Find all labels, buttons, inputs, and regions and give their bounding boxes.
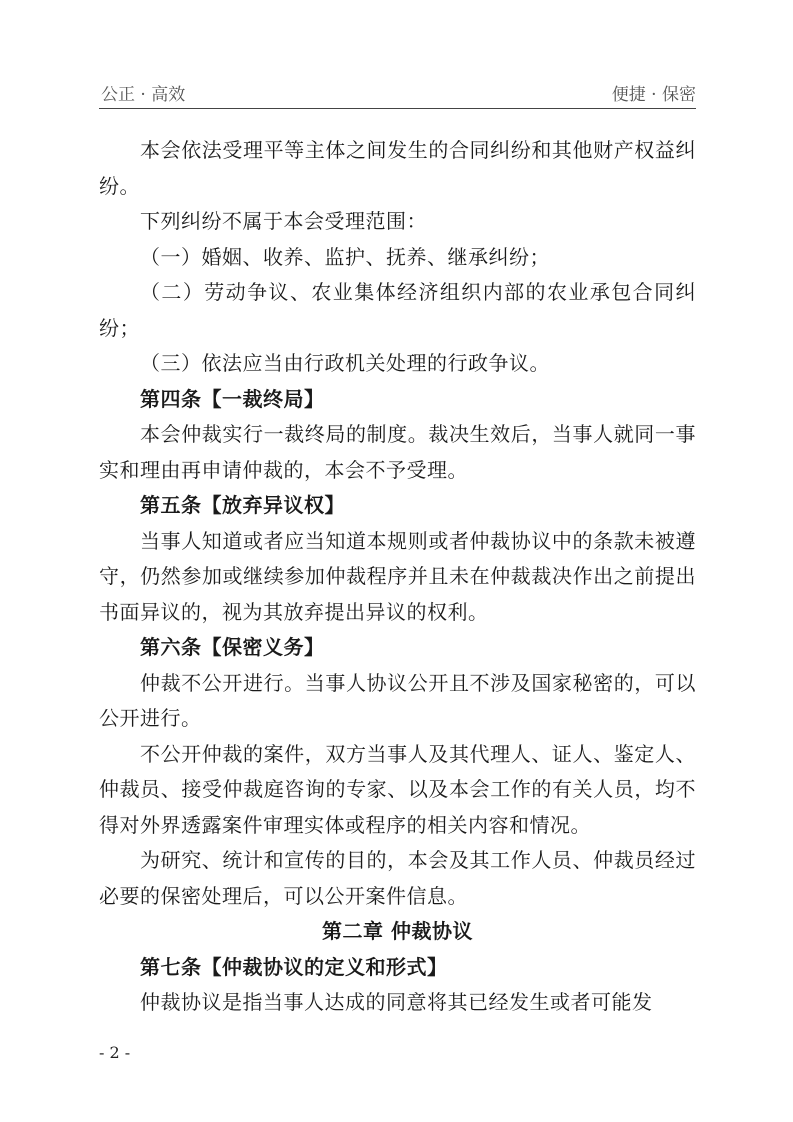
paragraph: （三）依法应当由行政机关处理的行政争议。 [140,351,550,375]
header-divider [99,108,696,109]
article-heading: 第五条【放弃异议权】 [140,493,345,517]
paragraph: 当事人知道或者应当知道本规则或者仲裁协议中的条款未被遵守，仍然参加或继续参加仲裁程序并且未在仲裁裁决作出之前提出书面异议的，视为其放弃提出异议的权利。 [99,528,696,624]
header-right-motto: 便捷 · 保密 [611,85,696,105]
article-heading: 第六条【保密义务】 [140,635,325,659]
paragraph: 为研究、统计和宣传的目的，本会及其工作人员、仲裁员经过必要的保密处理后，可以公开案件信息。 [99,848,696,908]
article-heading: 第四条【一裁终局】 [140,386,325,411]
paragraph: 下列纠纷不属于本会受理范围： [140,209,427,233]
document-body [99,133,696,1021]
paragraph: （二）劳动争议、农业集体经济组织内部的农业承包合同纠纷； [99,280,696,340]
article-heading: 第七条【仲裁协议的定义和形式】 [140,954,448,979]
paragraph: （一）婚姻、收养、监护、抚养、继承纠纷； [140,244,550,269]
paragraph: 仲裁不公开进行。当事人协议公开且不涉及国家秘密的，可以公开进行。 [99,670,696,730]
page-header [99,80,696,106]
header-left-motto: 公正 · 高效 [101,85,186,105]
paragraph: 本会依法受理平等主体之间发生的合同纠纷和其他财产权益纠纷。 [99,138,696,198]
page-number: - 2 - [99,1043,131,1062]
chapter-heading: 第二章 仲裁协议 [322,919,473,943]
paragraph: 仲裁协议是指当事人达成的同意将其已经发生或者可能发 [140,990,653,1014]
paragraph: 本会仲裁实行一裁终局的制度。裁决生效后，当事人就同一事实和理由再申请仲裁的，本会不予受理。 [99,422,696,482]
paragraph: 不公开仲裁的案件，双方当事人及其代理人、证人、鉴定人、仲裁员、接受仲裁庭咨询的专家、以及本会工作的有关人员，均不得对外界透露案件审理实体或程序的相关内容和情况。 [99,741,696,837]
